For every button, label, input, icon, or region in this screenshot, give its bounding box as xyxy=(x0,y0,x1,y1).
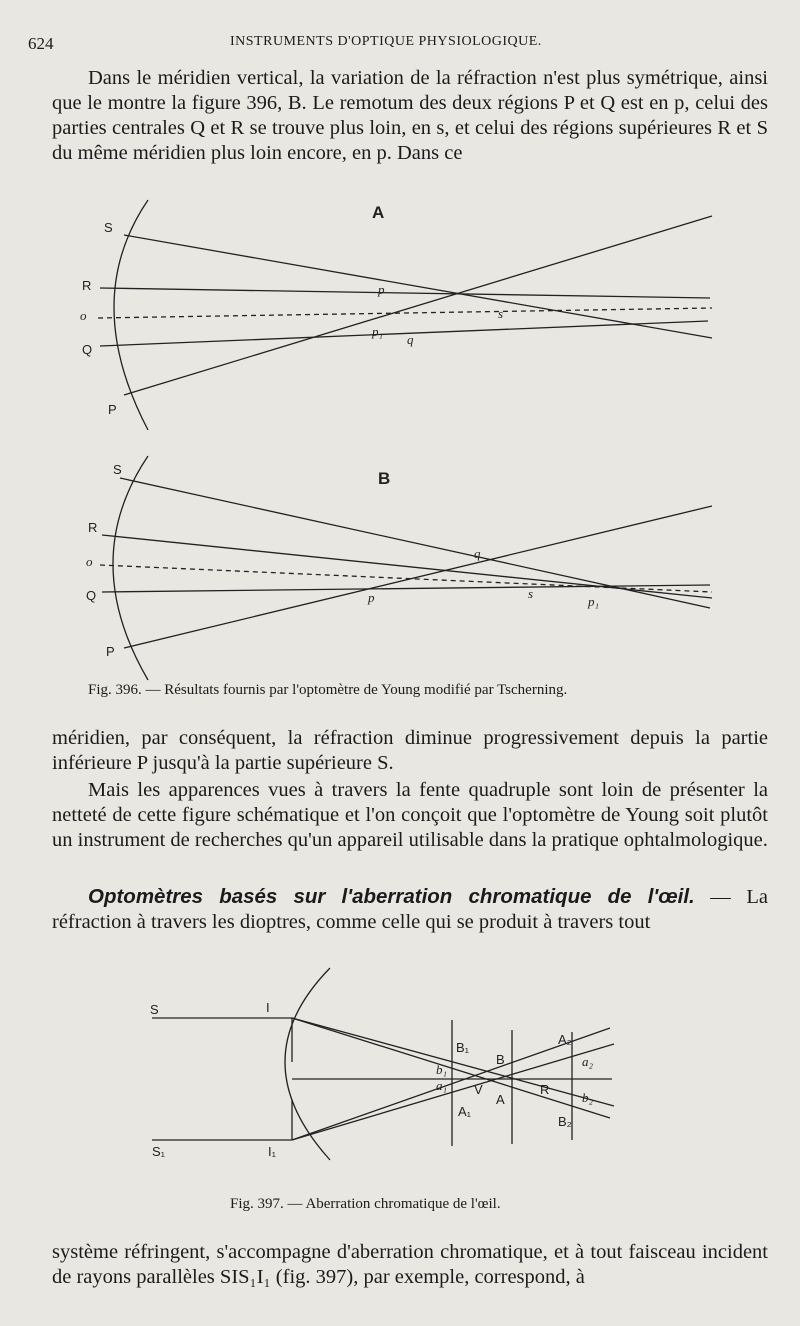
fig397-caption-number: Fig. 397. xyxy=(230,1196,284,1212)
fig397-label-i1: I₁ xyxy=(268,1144,276,1159)
fig397-caption-text: — Aberration chromatique de l'œil. xyxy=(287,1196,501,1212)
fig396a-ray xyxy=(100,321,708,346)
fig396a-label-p: P xyxy=(108,402,117,417)
paragraph-5: système réfringent, s'accompagne d'aberration chromatique, et à tout faisceau incident de rayons parallèles SIS₁I₁ (fig. 397), par exemple, correspond, à xyxy=(52,1241,768,1288)
fig396b-point-s: s xyxy=(528,586,534,601)
section-heading: Optomètres basés sur l'aberration chromatique de l'œil. xyxy=(88,885,695,908)
fig396a-label-r: R xyxy=(82,278,92,293)
fig396a-ray xyxy=(100,288,710,298)
fig397-label-b2: B₂ xyxy=(558,1114,572,1129)
fig396b-ray xyxy=(124,506,712,648)
fig397-label-i: I xyxy=(266,1000,270,1015)
fig397-label-a: A xyxy=(496,1092,505,1107)
fig396a-point-p: p xyxy=(378,282,385,297)
fig396a-ray xyxy=(124,235,712,338)
fig397-caption xyxy=(230,1196,501,1213)
fig396b-label-p: P xyxy=(106,644,115,659)
fig396a-arc xyxy=(114,200,148,430)
fig397-label-s: S xyxy=(150,1002,159,1017)
fig397-label-b: B xyxy=(496,1052,505,1067)
fig397-label-a1-small: a₁ xyxy=(436,1078,448,1093)
page-number: 624 xyxy=(28,34,54,53)
fig396b-point-q: q xyxy=(474,546,481,561)
fig397-label-r: R xyxy=(540,1082,550,1097)
fig396-caption xyxy=(88,682,567,699)
fig396a-point-p1: p₁ xyxy=(372,324,384,339)
fig396b-label-q: Q xyxy=(86,588,97,603)
fig396b-point-p: p xyxy=(368,590,375,605)
fig397-label-a2-small: a₂ xyxy=(582,1054,594,1069)
fig396-caption-text: — Résultats fournis par l'optomètre de Young modifié par Tscherning. xyxy=(145,682,568,698)
fig397-label-s1: S₁ xyxy=(152,1144,166,1159)
paragraph-4-text: — La réfraction à travers les dioptres, comme celle qui se produit à travers tout xyxy=(52,886,768,933)
paragraph-2: méridien, par conséquent, la réfraction diminue progressivement depuis la partie inférieure P jusqu'à la partie supérieure S. xyxy=(52,727,768,774)
fig397-label-b1: B₁ xyxy=(456,1040,470,1055)
fig397-label-a1: A₁ xyxy=(458,1104,472,1119)
fig397-label-a2: A₂ xyxy=(558,1032,572,1047)
fig396b-title: B xyxy=(378,469,391,488)
fig396b-point-p1: p₁ xyxy=(588,594,600,609)
fig396-caption-number: Fig. 396. xyxy=(88,682,142,698)
fig396a-point-s: s xyxy=(498,306,504,321)
fig396a-title: A xyxy=(372,203,385,222)
running-title: INSTRUMENTS D'OPTIQUE PHYSIOLOGIQUE. xyxy=(230,34,542,49)
fig396a-point-q: q xyxy=(407,332,414,347)
paragraph-4 xyxy=(52,884,768,935)
fig396b-label-r: R xyxy=(88,520,98,535)
fig396a-label-s: S xyxy=(104,220,113,235)
paragraph-1: Dans le méridien vertical, la variation de la réfraction n'est plus symétrique, ainsi que le montre la figure 396, B. Le remotum des deux régions P et Q est en p, celui des parties centrales Q et R se trouve plus loin, en s, et celui des régions supérieures R et S du même méridien plus loin encore, en p. Dans ce xyxy=(52,67,768,164)
fig396a-label-q: Q xyxy=(82,342,93,357)
fig396a-ray xyxy=(124,216,712,395)
fig397-label-b2-small: b₂ xyxy=(582,1090,594,1105)
fig396b-label-s: S xyxy=(113,462,122,477)
fig397-label-b1-small: b₁ xyxy=(436,1062,448,1077)
paragraph-3: Mais les apparences vues à travers la fente quadruple sont loin de présenter la netteté de cette figure schématique et l'on conçoit que l'optomètre de Young soit plutôt un instrument de recherches qu'un appareil utilisable dans la pratique ophtalmologique. xyxy=(52,779,768,851)
fig396a-label-o: o xyxy=(80,308,87,323)
fig396b-label-o: o xyxy=(86,554,93,569)
fig397-label-v: V xyxy=(474,1082,483,1097)
